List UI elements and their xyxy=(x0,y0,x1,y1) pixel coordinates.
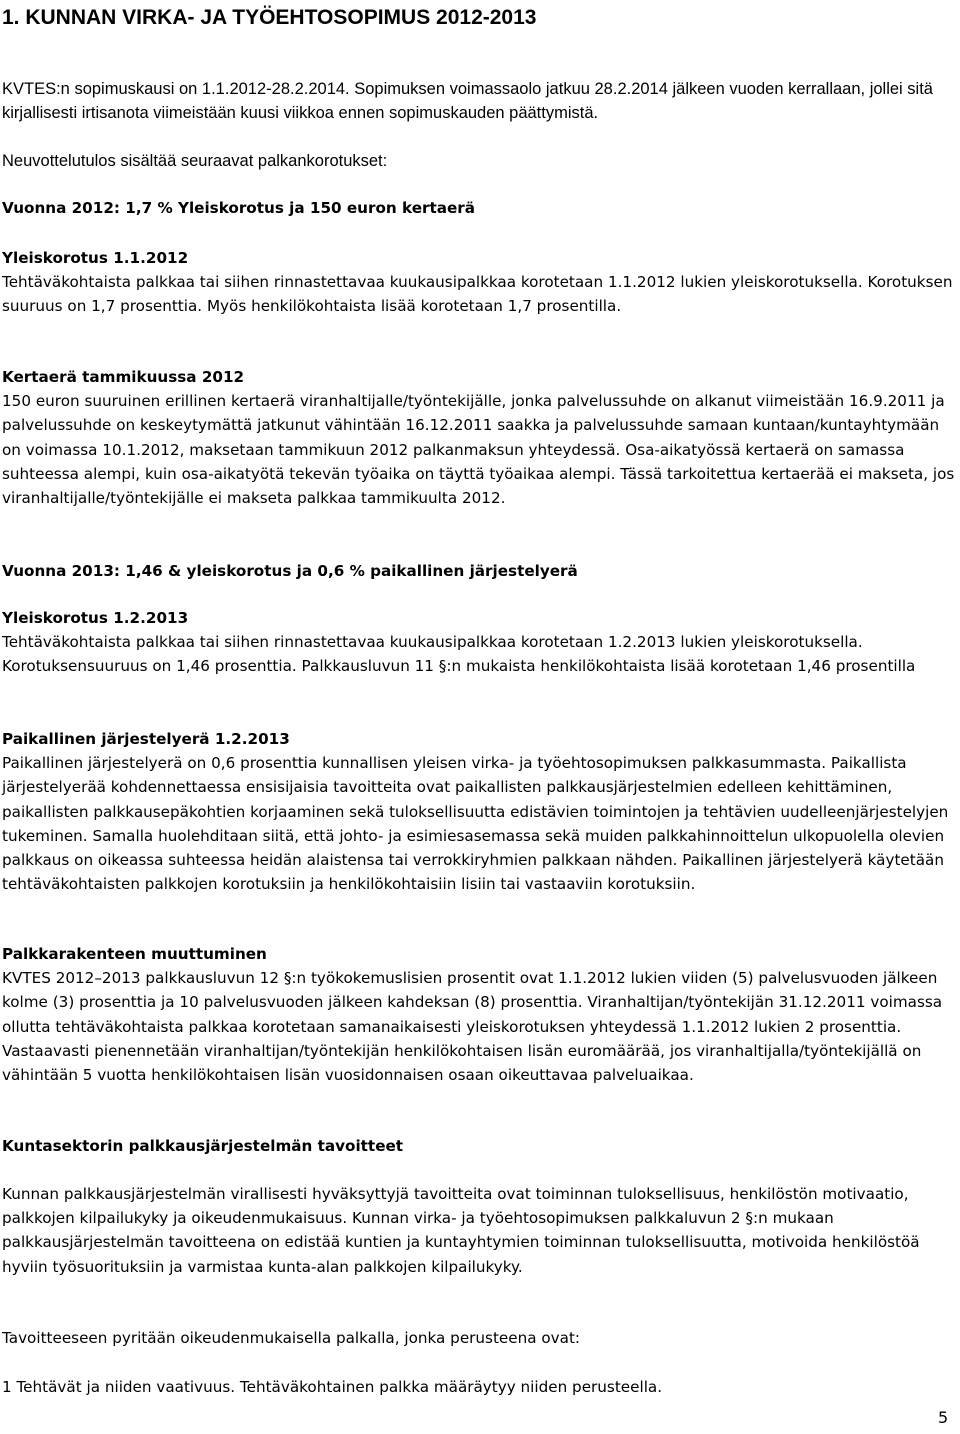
pay-system-goals-text: Kunnan palkkausjärjestelmän virallisesti hyväksyttyjä tavoitteita ovat toiminnan tuloksellisuus, henkilöstön motivaatio, palkkojen kilpailukyky ja oikeudenmukaisuus. Kunnan virka- ja työehtosopimuksen palkkaluvun 2 §:n mukaan palkkausjärjestelmän tavoitteena on edistää kuntien ja kuntayhtymien toiminnan tuloksellisuutta, motivoida henkilöstöä hyviin työsuorituksiin ja varmistaa kunta-alan palkkojen kilpailukyky. xyxy=(2,1185,920,1276)
general-raise-2013-label: Yleiskorotus 1.2.2013 xyxy=(2,609,189,627)
agreement-period-paragraph: KVTES:n sopimuskausi on 1.1.2012-28.2.2014. Sopimuksen voimassaolo jatkuu 28.2.2014 jälkeen vuoden kerrallaan, jollei sitä kirjallisesti irtisanota viimeistään kuusi viikkoa ennen sopimuskauden päättymistä. xyxy=(2,80,933,122)
general-raise-2012-text: Tehtäväkohtaista palkkaa tai siihen rinnastettavaa kuukausipalkkaa korotetaan 1.1.2012 lukien yleiskorotuksella. Korotuksen suuruus on 1,7 prosenttia. Myös henkilökohtaista lisää korotetaan 1,7 prosentilla. xyxy=(2,273,953,316)
year-2012-heading: Vuonna 2012: 1,7 % Yleiskorotus ja 150 euron kertaerä xyxy=(2,199,476,217)
general-raise-2012-label: Yleiskorotus 1.1.2012 xyxy=(2,249,189,267)
local-allocation-section xyxy=(2,727,957,896)
salary-structure-text: KVTES 2012–2013 palkkausluvun 12 §:n työkokemuslisien prosentit ovat 1.1.2012 lukien viiden (5) palvelusvuoden jälkeen kolme (3) prosenttia ja 10 palvelusvuoden jälkeen kahdeksan (8) prosenttia. Viranhaltijan/työntekijän 31.12.2011 voimassa ollutta tehtäväkohtaista palkkaa korotetaan samanaikaisesti yleiskorotuksen yhteydessä 1.1.2012 lukien 2 prosenttia. Vastaavasti pienennetään viranhaltijan/työntekijän henkilökohtaisen lisän euromäärää, jos viranhaltijalla/työntekijällä on vähintään 5 vuotta henkilökohtaisen lisän vuosidonnaisen osaan oikeuttavaa palveluaikaa. xyxy=(2,969,943,1085)
year-2013-heading: Vuonna 2013: 1,46 & yleiskorotus ja 0,6 % paikallinen järjestelyerä xyxy=(2,562,578,580)
general-raise-2012-section xyxy=(2,246,957,319)
local-allocation-label: Paikallinen järjestelyerä 1.2.2013 xyxy=(2,730,290,748)
negotiation-result-intro: Neuvottelutulos sisältää seuraavat palkankorotukset: xyxy=(2,152,388,170)
criteria-item-1: 1 Tehtävät ja niiden vaativuus. Tehtäväkohtainen palkka määräytyy niiden perusteella. xyxy=(2,1378,663,1396)
page-number: 5 xyxy=(938,1408,949,1427)
salary-structure-section xyxy=(2,942,957,1087)
lump-sum-2012-label: Kertaerä tammikuussa 2012 xyxy=(2,368,245,386)
salary-structure-label: Palkkarakenteen muuttuminen xyxy=(2,945,267,963)
lump-sum-2012-section xyxy=(2,365,957,510)
general-raise-2013-section xyxy=(2,606,957,679)
local-allocation-text: Paikallinen järjestelyerä on 0,6 prosenttia kunnallisen yleisen virka- ja työehtosopimuksen palkkasummasta. Paikallista järjestelyerää kohdennettaessa ensisijaisia tavoitteita ovat paikallisten palkkausjärjestelmien edelleen kehittäminen, paikallisten palkkausepäkohtien korjaaminen sekä tuloksellisuutta edistävien toimintojen ja tehtävien uudelleenjärjestelyjen tukeminen. Samalla huolehditaan siitä, että johto- ja esimiesasemassa sekä muiden palkkahinnoittelun ulkopuolella olevien palkkaus on oikeassa suhteessa heidän alaistensa tai verrokkiryhmien palkkaan nähden. Paikallinen järjestelyerä käytetään tehtäväkohtaisten palkkojen korotuksiin ja henkilökohtaisiin lisiin tai vastaaviin korotuksiin. xyxy=(2,754,949,894)
fair-pay-intro: Tavoitteeseen pyritään oikeudenmukaisella palkalla, jonka perusteena ovat: xyxy=(2,1329,581,1347)
document-heading: 1. KUNNAN VIRKA- JA TYÖEHTOSOPIMUS 2012-2013 xyxy=(2,6,537,29)
general-raise-2013-text: Tehtäväkohtaista palkkaa tai siihen rinnastettavaa kuukausipalkkaa korotetaan 1.2.2013 lukien yleiskorotuksella. Korotuksensuuruus on 1,46 prosenttia. Palkkausluvun 11 §:n mukaista henkilökohtaista lisää korotetaan 1,46 prosentilla xyxy=(2,633,916,676)
pay-system-goals-heading: Kuntasektorin palkkausjärjestelmän tavoitteet xyxy=(2,1137,404,1155)
lump-sum-2012-text: 150 euron suuruinen erillinen kertaerä viranhaltijalle/työntekijälle, jonka palvelussuhde on alkanut viimeistään 16.9.2011 ja palvelussuhde on keskeytymättä jatkunut vähintään 16.12.2011 saakka ja palvelussuhde samaan kuntaan/kuntayhtymään on voimassa 10.1.2012, maksetaan tammikuun 2012 palkanmaksun yhteydessä. Osa-aikatyössä kertaerä on samassa suhteessa alempi, kuin osa-aikatyötä tekevän työaika on täyttä työaikaa alempi. Tässä tarkoitettua kertaerää ei makseta, jos viranhaltijalle/työntekijälle ei makseta palkkaa tammikuulta 2012. xyxy=(2,392,955,508)
